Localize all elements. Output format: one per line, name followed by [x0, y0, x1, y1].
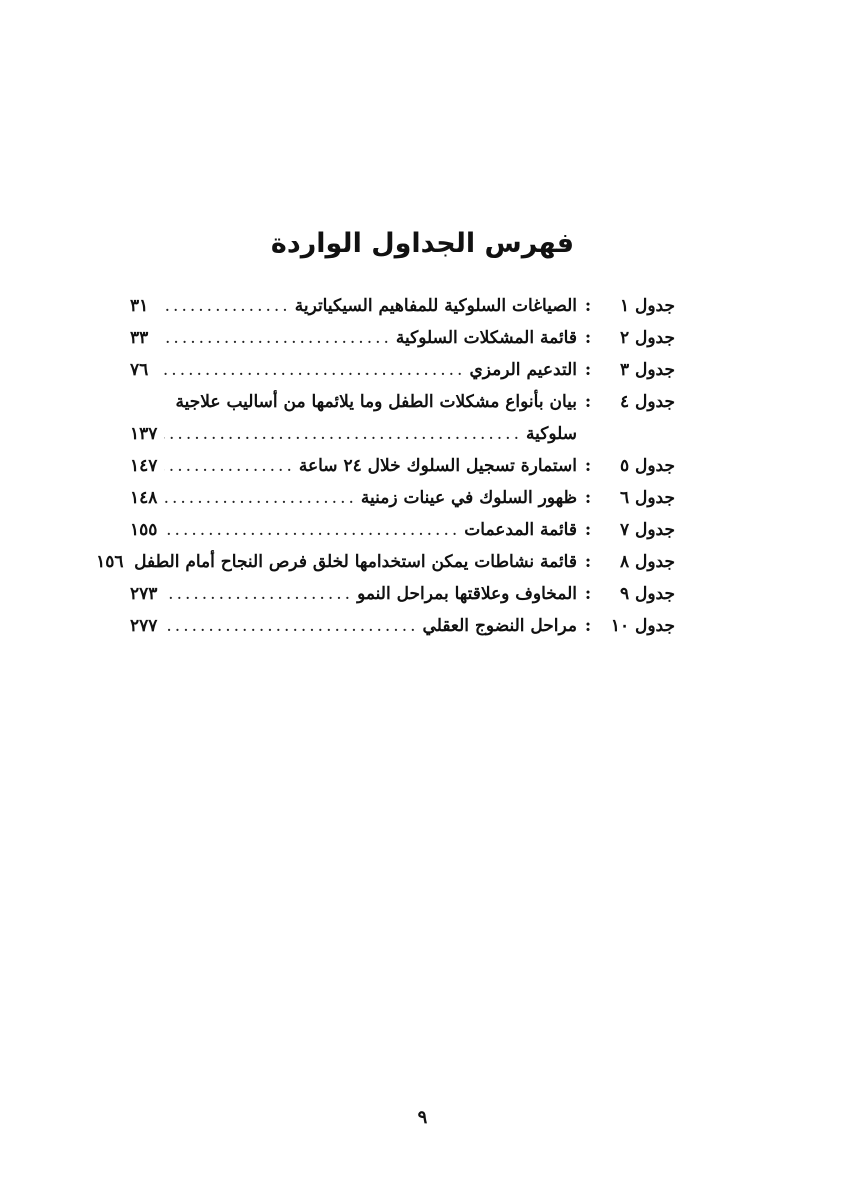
- toc-entry-line: [130, 450, 577, 482]
- toc-entry-body: [96, 546, 577, 578]
- toc-entry-label: جدول ١٠: [610, 616, 675, 636]
- toc-entry-separator: :: [584, 456, 592, 476]
- toc-entry: [96, 546, 675, 578]
- toc-entry-label: جدول ٧: [619, 520, 675, 540]
- toc-entry-body: [130, 354, 577, 386]
- toc-entry-separator: :: [584, 616, 592, 636]
- toc-entry: [130, 482, 675, 514]
- toc-entry-label: جدول ٥: [619, 456, 675, 476]
- toc-entry-line: [130, 418, 577, 450]
- toc-entry-title: سلوكية: [526, 424, 577, 444]
- dot-leader: [164, 322, 392, 354]
- dot-leader: [164, 482, 357, 514]
- toc-entry-body: [130, 386, 577, 450]
- toc-entry-body: [130, 322, 577, 354]
- toc-entry: [130, 578, 675, 610]
- dot-leader: [164, 450, 295, 482]
- toc-entry-title: الصياغات السلوكية للمفاهيم السيكياترية: [294, 296, 577, 316]
- dot-leader: [164, 290, 291, 322]
- toc-entry-line: [130, 290, 577, 322]
- page-number: ٩: [417, 1107, 428, 1128]
- toc-entry-line: [130, 578, 577, 610]
- toc-entry-separator: :: [584, 296, 592, 316]
- toc-entry-line: [130, 482, 577, 514]
- toc-entry-body: [130, 290, 577, 322]
- dot-leader: [164, 514, 460, 546]
- toc-entry-title: بيان بأنواع مشكلات الطفل وما يلائمها من أساليب علاجية: [175, 392, 577, 412]
- toc-entry-title: المخاوف وعلاقتها بمراحل النمو: [357, 584, 577, 604]
- toc-entry-body: [130, 610, 577, 642]
- dot-leader: [164, 610, 419, 642]
- toc-entry-separator: :: [584, 360, 592, 380]
- toc-entry-page-number: ٢٧٧: [130, 616, 158, 636]
- toc-entry-line: [130, 514, 577, 546]
- toc-entry-line: [130, 386, 577, 418]
- toc-entry-line: [130, 610, 577, 642]
- toc-entry-line: [130, 322, 577, 354]
- toc-entry-separator: :: [584, 328, 592, 348]
- toc-entry-page-number: ١٤٨: [130, 488, 158, 508]
- toc-entry-body: [130, 514, 577, 546]
- toc-entry-separator: :: [584, 552, 592, 572]
- dot-leader: [164, 354, 465, 386]
- toc-entry-label: جدول ٨: [619, 552, 675, 572]
- toc-entry-line: [130, 354, 577, 386]
- toc-entry-title: مراحل النضوج العقلي: [422, 616, 577, 636]
- toc-entry-title: التدعيم الرمزي: [469, 360, 577, 380]
- toc-entry: [130, 610, 675, 642]
- toc-entry-body: [130, 578, 577, 610]
- toc-entry-separator: :: [584, 488, 592, 508]
- toc-entry-separator: :: [584, 520, 592, 540]
- toc-entry-page-number: ٣٣: [130, 328, 149, 348]
- toc-entry-label: جدول ٢: [619, 328, 675, 348]
- toc-entry-page-number: ١٥٦: [96, 552, 124, 572]
- toc-entry-label: جدول ٣: [619, 360, 675, 380]
- dot-leader: [164, 578, 353, 610]
- toc-entry-title: ظهور السلوك في عينات زمنية: [360, 488, 577, 508]
- toc-entry-line: [96, 546, 577, 578]
- toc-entry: [130, 450, 675, 482]
- toc-entry-title: قائمة المدعمات: [464, 520, 577, 540]
- toc-entry: [130, 514, 675, 546]
- page-title: فهرس الجداول الواردة: [270, 228, 575, 259]
- toc-entry-title: قائمة المشكلات السلوكية: [395, 328, 577, 348]
- toc-entry-label: جدول ٤: [619, 392, 675, 412]
- toc-entry-title: استمارة تسجيل السلوك خلال ٢٤ ساعة: [298, 456, 577, 476]
- toc-entry: [130, 290, 675, 322]
- toc-entry-label: جدول ٦: [619, 488, 675, 508]
- toc-entry: [130, 322, 675, 354]
- toc-entry: [130, 386, 675, 450]
- toc-entry-page-number: ٧٦: [130, 360, 149, 380]
- toc-entry-separator: :: [584, 584, 592, 604]
- toc-entry: [130, 354, 675, 386]
- toc-entry-separator: :: [584, 392, 592, 412]
- toc-entry-title: قائمة نشاطات يمكن استخدامها لخلق فرص النجاح أمام الطفل: [134, 552, 577, 572]
- toc-entry-page-number: ٢٧٣: [130, 584, 158, 604]
- dot-leader: [164, 418, 522, 450]
- table-of-contents: [96, 290, 675, 642]
- toc-entry-page-number: ١٣٧: [130, 424, 158, 444]
- toc-entry-label: جدول ٩: [619, 584, 675, 604]
- toc-entry-label: جدول ١: [619, 296, 675, 316]
- toc-entry-body: [130, 450, 577, 482]
- toc-entry-body: [130, 482, 577, 514]
- toc-entry-page-number: ١٤٧: [130, 456, 158, 476]
- toc-entry-page-number: ٣١: [130, 296, 149, 316]
- toc-entry-page-number: ١٥٥: [130, 520, 158, 540]
